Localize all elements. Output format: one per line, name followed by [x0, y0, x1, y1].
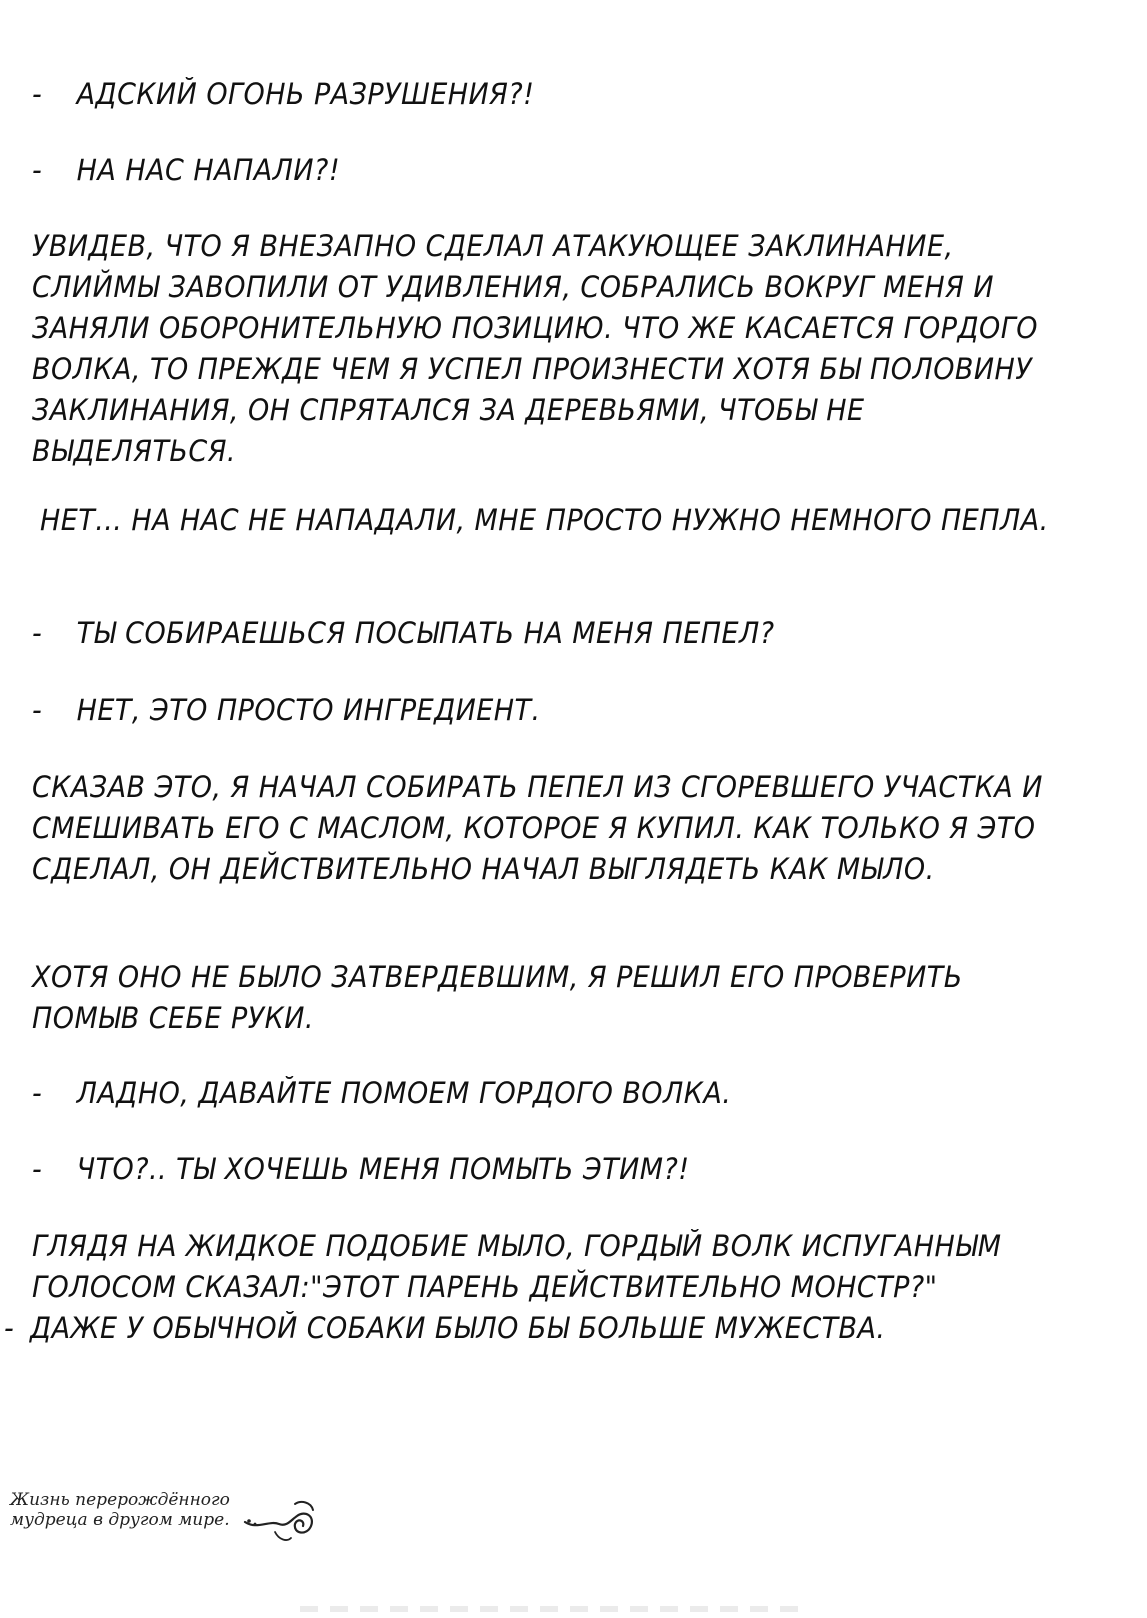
dialogue-line [32, 613, 1046, 654]
narration-text: УВИДЕВ, ЧТО Я ВНЕЗАПНО СДЕЛАЛ АТАКУЮЩЕЕ ЗАКЛИНАНИЕ, СЛИЙМЫ ЗАВОПИЛИ ОТ УДИВЛЕНИЯ, СОБРАЛИСЬ ВОКРУГ МЕНЯ И ЗАНЯЛИ ОБОРОНИТЕЛЬНУЮ ПОЗИЦИЮ. ЧТО ЖЕ КАСАЕТСЯ ГОРДОГО ВОЛКА, ТО ПРЕЖДЕ ЧЕМ Я УСПЕЛ ПРОИЗНЕСТИ ХОТЯ БЫ ПОЛОВИНУ ЗАКЛИНАНИЯ, ОН СПРЯТАЛСЯ ЗА ДЕРЕВЬЯМИ, ЧТОБЫ НЕ ВЫДЕЛЯТЬСЯ. [32, 229, 1038, 468]
logo-line-1: Жизнь перерождённого [10, 1490, 230, 1510]
dialogue-line [32, 1073, 1046, 1114]
dialogue-dash: - [32, 77, 43, 111]
narration-paragraph [32, 957, 1046, 1039]
dialogue-dash: - [32, 153, 43, 187]
narration-paragraph [32, 1226, 1046, 1308]
dialogue-dash: - [32, 1076, 43, 1110]
dialogue-text: ДАЖЕ У ОБЫЧНОЙ СОБАКИ БЫЛО БЫ БОЛЬШЕ МУЖЕСТВА. [30, 1311, 886, 1345]
dialogue-text: АДСКИЙ ОГОНЬ РАЗРУШЕНИЯ?! [76, 77, 535, 111]
narration-text: НЕТ... НА НАС НЕ НАПАДАЛИ, МНЕ ПРОСТО НУЖНО НЕМНОГО ПЕПЛА. [40, 503, 1049, 537]
logo-line-2: мудреца в другом мире. [10, 1510, 230, 1530]
narration-paragraph [32, 767, 1046, 890]
narration-text: СКАЗАВ ЭТО, Я НАЧАЛ СОБИРАТЬ ПЕПЕЛ ИЗ СГОРЕВШЕГО УЧАСТКА И СМЕШИВАТЬ ЕГО С МАСЛОМ, КОТОРОЕ Я КУПИЛ. КАК ТОЛЬКО Я ЭТО СДЕЛАЛ, ОН ДЕЙСТВИТЕЛЬНО НАЧАЛ ВЫГЛЯДЕТЬ КАК МЫЛО. [32, 770, 1043, 886]
dialogue-text: ЛАДНО, ДАВАЙТЕ ПОМОЕМ ГОРДОГО ВОЛКА. [76, 1076, 732, 1110]
dialogue-dash: - [32, 616, 43, 650]
logo-text [10, 1490, 230, 1530]
faint-bleedthrough [300, 1606, 800, 1612]
narration-text: ГЛЯДЯ НА ЖИДКОЕ ПОДОБИЕ МЫЛО, ГОРДЫЙ ВОЛК ИСПУГАННЫМ ГОЛОСОМ СКАЗАЛ:"ЭТОТ ПАРЕНЬ ДЕЙСТВИТЕЛЬНО МОНСТР?" [32, 1229, 1002, 1304]
flourish-icon [235, 1490, 325, 1550]
dialogue-text: ТЫ СОБИРАЕШЬСЯ ПОСЫПАТЬ НА МЕНЯ ПЕПЕЛ? [76, 616, 775, 650]
dialogue-dash: - [4, 1311, 15, 1345]
dialogue-line [32, 150, 1046, 191]
dialogue-line [32, 1149, 1046, 1190]
narration-paragraph [40, 500, 1054, 541]
dialogue-text: НЕТ, ЭТО ПРОСТО ИНГРЕДИЕНТ. [76, 693, 541, 727]
dialogue-line [32, 690, 1046, 731]
narration-paragraph [32, 226, 1046, 472]
dialogue-text: НА НАС НАПАЛИ?! [76, 153, 341, 187]
dialogue-line [32, 74, 1046, 115]
narration-text: ХОТЯ ОНО НЕ БЫЛО ЗАТВЕРДЕВШИМ, Я РЕШИЛ ЕГО ПРОВЕРИТЬ ПОМЫВ СЕБЕ РУКИ. [32, 960, 963, 1035]
dialogue-text: ЧТО?.. ТЫ ХОЧЕШЬ МЕНЯ ПОМЫТЬ ЭТИМ?! [76, 1152, 690, 1186]
series-logo [10, 1490, 330, 1550]
dialogue-line [4, 1308, 1018, 1349]
dialogue-dash: - [32, 1152, 43, 1186]
dialogue-dash: - [32, 693, 43, 727]
